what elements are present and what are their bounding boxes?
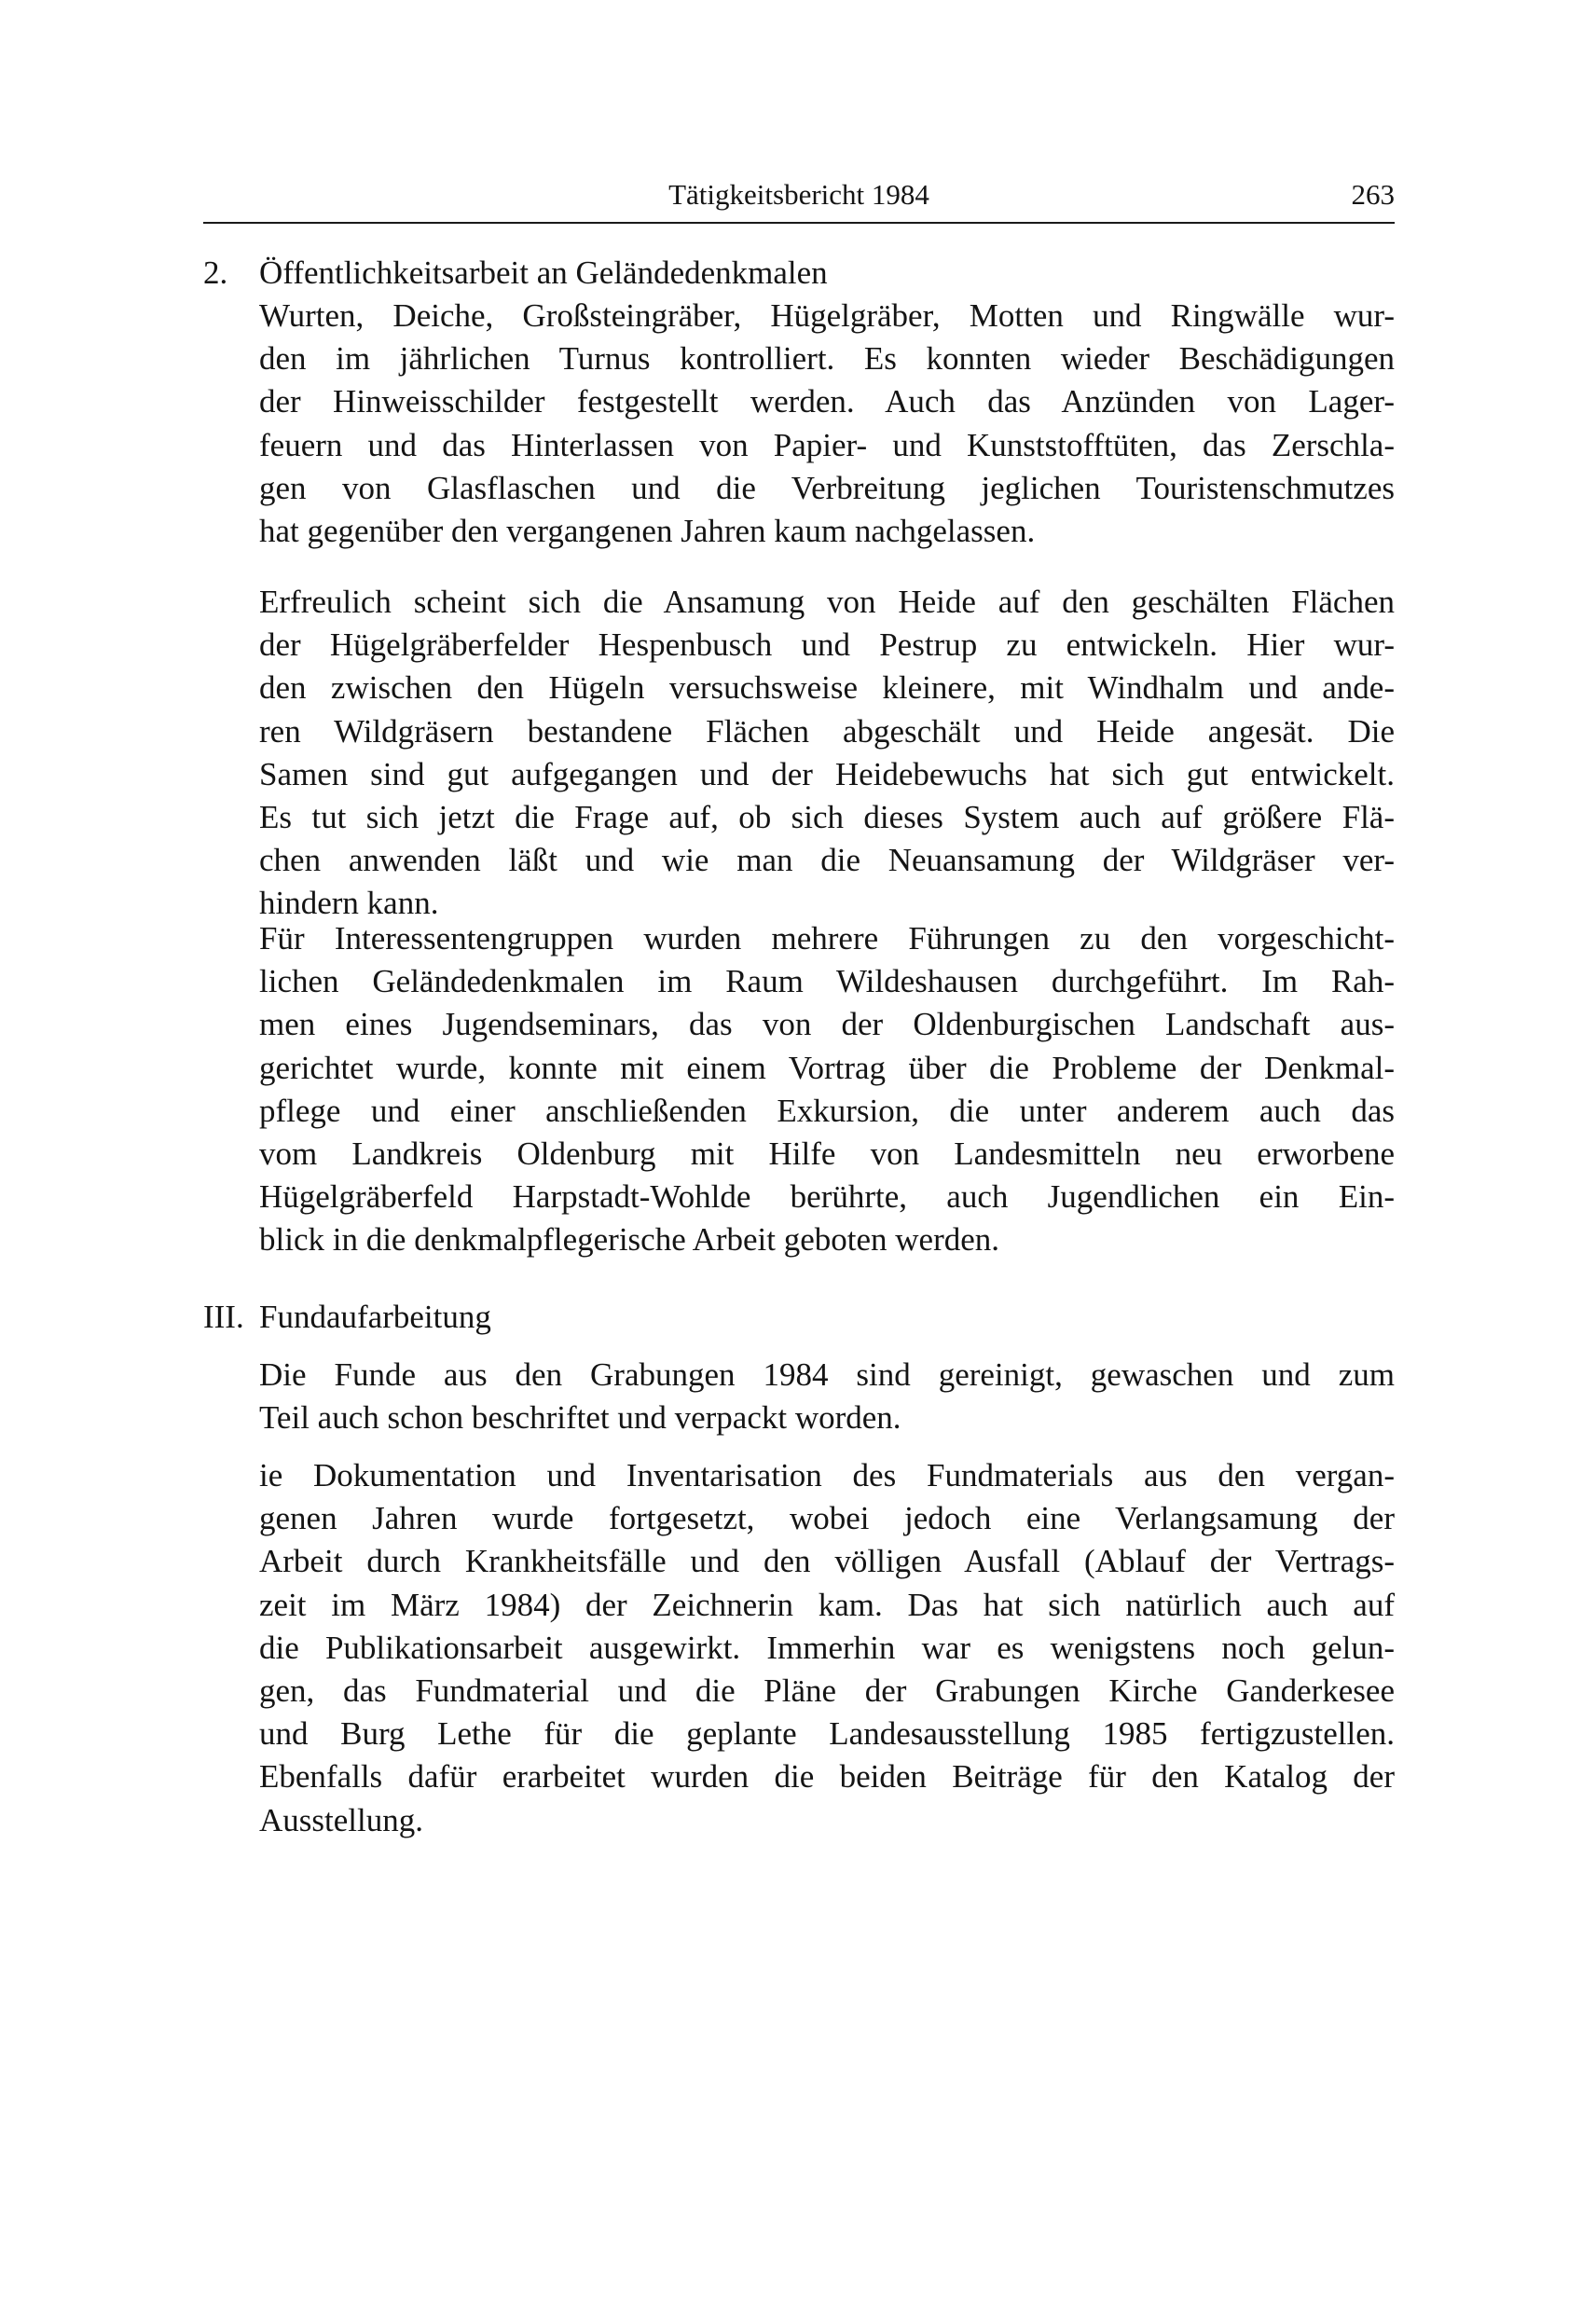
text-line: Teil auch schon beschriftet und verpackt worden. xyxy=(259,1399,901,1437)
text-line: Ebenfalls dafür erarbeitet wurden die beiden Beiträge für den Katalog der xyxy=(259,1758,1395,1796)
text-line: Erfreulich scheint sich die Ansamung von Heide auf den geschälten Flächen xyxy=(259,584,1395,620)
text-line: ren Wildgräsern bestandene Flächen abgeschält und Heide angesät. Die xyxy=(259,712,1395,750)
text-line: den im jährlichen Turnus kontrolliert. Es konnten wieder Beschädigungen xyxy=(259,340,1395,378)
section-2-paragraph-1 xyxy=(259,295,1395,553)
section-2-number: 2. xyxy=(203,255,228,291)
section-3-title: Fundaufarbeitung xyxy=(259,1299,491,1335)
header-rule xyxy=(203,222,1395,224)
text-line: chen anwenden läßt und wie man die Neuansamung der Wildgräser ver- xyxy=(259,842,1395,879)
text-line: Hügelgräberfeld Harpstadt-Wohlde berührte, auch Jugendlichen ein Ein- xyxy=(259,1178,1395,1216)
text-line: Die Funde aus den Grabungen 1984 sind gereinigt, gewaschen und zum xyxy=(259,1356,1395,1393)
text-line: zeit im März 1984) der Zeichnerin kam. Das hat sich natürlich auch auf xyxy=(259,1586,1395,1623)
section-2-paragraph-2 xyxy=(259,581,1395,926)
text-line: men eines Jugendseminars, das von der Oldenburgischen Landschaft aus- xyxy=(259,1006,1395,1043)
text-line: genen Jahren wurde fortgesetzt, wobei jedoch eine Verlangsamung der xyxy=(259,1500,1395,1537)
text-line: feuern und das Hinterlassen von Papier- und Kunststofftüten, das Zerschla- xyxy=(259,426,1395,463)
text-line: der Hügelgräberfelder Hespenbusch und Pestrup zu entwickeln. Hier wur- xyxy=(259,626,1395,664)
text-line: hindern kann. xyxy=(259,885,439,922)
section-3-number: III. xyxy=(203,1299,244,1335)
section-3-heading xyxy=(203,1296,491,1339)
running-head-title: Tätigkeitsbericht 1984 xyxy=(668,178,929,211)
text-line: vom Landkreis Oldenburg mit Hilfe von Landesmitteln neu erworbene xyxy=(259,1135,1395,1173)
text-line: die Publikationsarbeit ausgewirkt. Immerhin war es wenigstens noch gelun- xyxy=(259,1629,1395,1666)
text-line: blick in die denkmalpflegerische Arbeit geboten werden. xyxy=(259,1221,1000,1259)
section-2-heading xyxy=(203,252,828,295)
text-line: Ausstellung. xyxy=(259,1801,423,1838)
text-line: pflege und einer anschließenden Exkursion, die unter anderem auch das xyxy=(259,1092,1395,1129)
page-number: 263 xyxy=(1351,178,1395,211)
section-2-paragraph-3 xyxy=(259,917,1395,1262)
text-line: hat gegenüber den vergangenen Jahren kaum nachgelassen. xyxy=(259,513,1036,550)
text-line: Es tut sich jetzt die Frage auf, ob sich dieses System auch auf größere Flä- xyxy=(259,799,1395,836)
text-line: gen, das Fundmaterial und die Pläne der Grabungen Kirche Ganderkesee xyxy=(259,1672,1395,1710)
section-3-paragraph-1 xyxy=(259,1354,1395,1439)
text-line: Samen sind gut aufgegangen und der Heidebewuchs hat sich gut entwickelt. xyxy=(259,755,1395,792)
running-head xyxy=(203,175,1395,214)
text-line: Für Interessentengruppen wurden mehrere Führungen zu den vorgeschicht- xyxy=(259,920,1395,956)
text-line: lichen Geländedenkmalen im Raum Wildeshausen durchgeführt. Im Rah- xyxy=(259,963,1395,1000)
text-line: den zwischen den Hügeln versuchsweise kleinere, mit Windhalm und ande- xyxy=(259,669,1395,707)
section-3-paragraph-2 xyxy=(259,1454,1395,1842)
text-line: Wurten, Deiche, Großsteingräber, Hügelgräber, Motten und Ringwälle wur- xyxy=(259,297,1395,334)
text-line: Arbeit durch Krankheitsfälle und den völligen Ausfall (Ablauf der Vertrags- xyxy=(259,1543,1395,1580)
text-line: ie Dokumentation und Inventarisation des Fundmaterials aus den vergan- xyxy=(259,1457,1395,1493)
section-2-title: Öffentlichkeitsarbeit an Geländedenkmalen xyxy=(259,255,828,291)
text-line: und Burg Lethe für die geplante Landesausstellung 1985 fertigzustellen. xyxy=(259,1715,1395,1753)
text-line: gerichtet wurde, konnte mit einem Vortrag über die Probleme der Denkmal- xyxy=(259,1049,1395,1086)
text-line: gen von Glasflaschen und die Verbreitung jeglichen Touristenschmutzes xyxy=(259,469,1395,506)
text-line: der Hinweisschilder festgestellt werden. Auch das Anzünden von Lager- xyxy=(259,383,1395,420)
